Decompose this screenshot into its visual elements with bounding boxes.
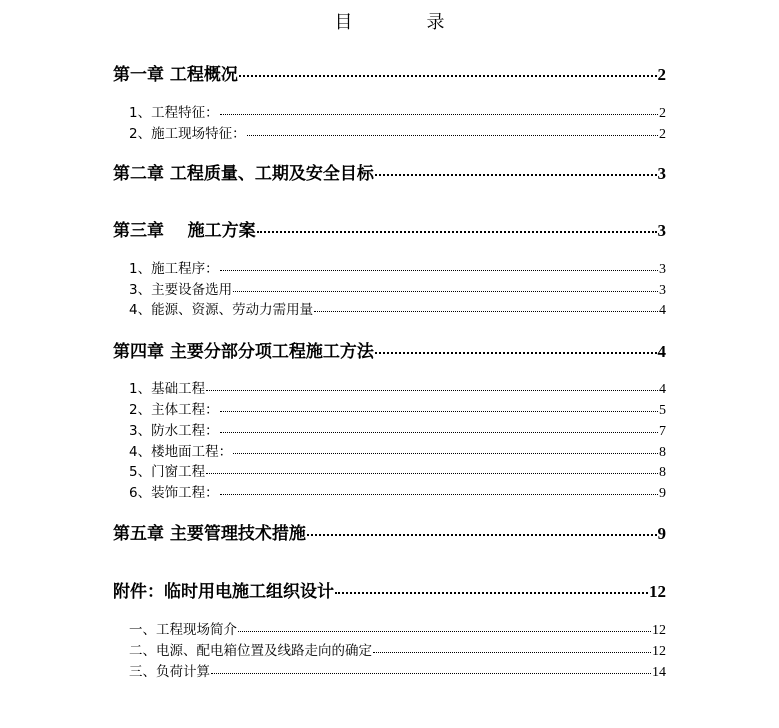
toc-leader-dots — [307, 522, 657, 539]
toc-leader-dots — [220, 104, 658, 118]
toc-appendix-section-1[interactable] — [129, 618, 666, 639]
toc-leader-dots — [220, 484, 658, 498]
toc-leader-dots — [220, 422, 658, 436]
toc-section-3-1[interactable] — [129, 257, 666, 278]
toc-page-number: 4 — [659, 303, 666, 318]
toc-page-number: 3 — [657, 221, 666, 240]
toc-page-number: 12 — [652, 644, 666, 659]
toc-section-1-2[interactable] — [129, 122, 666, 143]
toc-section-label: 1、施工程序： — [129, 261, 219, 277]
toc-page-number: 8 — [659, 445, 666, 460]
toc-section-4-4[interactable] — [129, 440, 666, 461]
toc-section-4-2[interactable] — [129, 398, 666, 419]
toc-section-4-1[interactable] — [129, 377, 666, 398]
toc-leader-dots — [233, 443, 658, 457]
toc-leader-dots — [238, 621, 651, 635]
toc-chapter-label: 第一章 工程概况 — [113, 65, 238, 85]
toc-chapter-label: 第五章 主要管理技术措施 — [113, 524, 306, 544]
toc-section-label: 3、防水工程： — [129, 423, 219, 439]
toc-chapter-4[interactable] — [113, 337, 666, 362]
toc-page-number: 2 — [659, 106, 666, 121]
toc-appendix[interactable] — [113, 577, 666, 602]
toc-page-number: 12 — [652, 623, 666, 638]
toc-leader-dots — [373, 642, 651, 656]
toc-page-number: 9 — [659, 486, 666, 501]
toc-chapter-1[interactable] — [113, 60, 666, 85]
toc-leader-dots — [335, 580, 648, 597]
toc-leader-dots — [206, 380, 658, 394]
toc-section-label: 2、主体工程： — [129, 402, 219, 418]
toc-leader-dots — [314, 301, 658, 315]
toc-page-number: 7 — [659, 424, 666, 439]
toc-page-number: 2 — [657, 65, 666, 84]
toc-page-number: 14 — [652, 665, 666, 680]
toc-chapter-5[interactable] — [113, 519, 666, 544]
toc-page-number: 5 — [659, 403, 666, 418]
toc-title-char-2: 录 — [426, 12, 445, 33]
toc-section-label: 三、负荷计算 — [129, 664, 210, 680]
toc-leader-dots — [375, 340, 657, 357]
toc-section-3-2[interactable] — [129, 278, 666, 299]
toc-leader-dots — [375, 162, 657, 179]
toc-page-number: 12 — [649, 582, 666, 601]
toc-section-label: 2、施工现场特征： — [129, 126, 246, 142]
toc-section-label: 5、门窗工程 — [129, 464, 206, 480]
toc-page-number: 3 — [659, 283, 666, 298]
toc-page-number: 4 — [659, 382, 666, 397]
toc-leader-dots — [233, 281, 658, 295]
toc-page-number: 2 — [659, 127, 666, 142]
toc-section-4-3[interactable] — [129, 419, 666, 440]
toc-page-number: 4 — [657, 342, 666, 361]
toc-section-4-5[interactable] — [129, 460, 666, 481]
toc-leader-dots — [206, 463, 658, 477]
toc-page-number: 9 — [657, 524, 666, 543]
toc-title — [0, 8, 779, 34]
toc-section-3-3[interactable] — [129, 298, 666, 319]
toc-chapter-label: 第四章 主要分部分项工程施工方法 — [113, 342, 374, 362]
toc-page-number: 8 — [659, 465, 666, 480]
toc-chapter-3[interactable] — [113, 216, 666, 241]
toc-page-number: 3 — [659, 262, 666, 277]
toc-chapter-label: 附件：临时用电施工组织设计 — [113, 582, 334, 602]
toc-appendix-section-2[interactable] — [129, 639, 666, 660]
toc-leader-dots — [257, 219, 657, 236]
toc-chapter-label: 第三章 施工方案 — [113, 221, 256, 241]
toc-section-label: 1、工程特征： — [129, 105, 219, 121]
toc-section-label: 一、工程现场简介 — [129, 622, 237, 638]
toc-appendix-section-3[interactable] — [129, 660, 666, 681]
toc-section-label: 1、基础工程 — [129, 381, 206, 397]
toc-section-label: 4、楼地面工程： — [129, 444, 233, 460]
toc-leader-dots — [220, 260, 658, 274]
toc-section-label: 二、电源、配电箱位置及线路走向的确定 — [129, 643, 372, 659]
toc-chapter-label: 第二章 工程质量、工期及安全目标 — [113, 164, 374, 184]
toc-section-label: 3、主要设备选用 — [129, 282, 233, 298]
toc-section-4-6[interactable] — [129, 481, 666, 502]
toc-title-char-1: 目 — [334, 12, 353, 33]
toc-section-1-1[interactable] — [129, 101, 666, 122]
toc-leader-dots — [239, 63, 657, 80]
toc-section-label: 4、能源、资源、劳动力需用量 — [129, 302, 314, 318]
toc-leader-dots — [247, 125, 658, 139]
toc-leader-dots — [220, 401, 658, 415]
toc-page-number: 3 — [657, 164, 666, 183]
toc-chapter-2[interactable] — [113, 159, 666, 184]
toc-leader-dots — [211, 663, 651, 677]
toc-section-label: 6、装饰工程： — [129, 485, 219, 501]
